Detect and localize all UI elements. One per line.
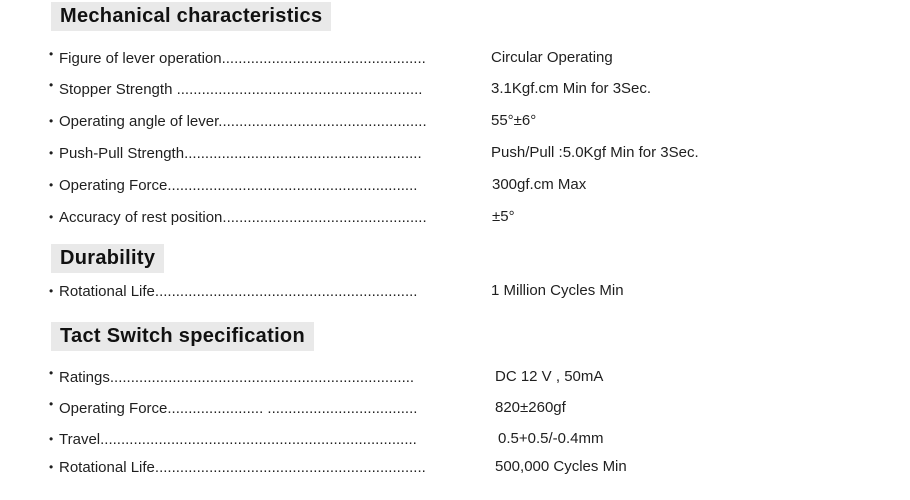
spec-value: 820±260gf xyxy=(495,399,566,416)
bullet-icon: • xyxy=(49,146,54,160)
bullet-icon: • xyxy=(49,114,54,128)
spec-value: ±5° xyxy=(492,208,515,225)
bullet-icon: • xyxy=(49,366,54,380)
spec-row-rest-position xyxy=(49,207,869,227)
spec-value: Push/Pull :5.0Kgf Min for 3Sec. xyxy=(491,144,699,161)
spec-row-lever-operation xyxy=(49,48,869,68)
section-title-mechanical: Mechanical characteristics xyxy=(51,2,331,31)
spec-label: Push-Pull Strength......................................................... xyxy=(59,144,422,162)
spec-row-rotational-life xyxy=(49,281,869,301)
spec-value: 3.1Kgf.cm Min for 3Sec. xyxy=(491,80,652,97)
bullet-icon: • xyxy=(49,432,54,446)
bullet-icon: • xyxy=(49,47,54,61)
spec-row-operating-angle xyxy=(49,111,869,131)
spec-value: Circular Operating xyxy=(491,49,613,66)
bullet-icon: • xyxy=(49,284,54,298)
spec-row-ratings xyxy=(49,367,869,387)
spec-value: DC 12 V , 50mA xyxy=(495,368,604,385)
spec-row-travel xyxy=(49,429,869,449)
spec-row-tact-rotational-life xyxy=(49,457,869,477)
spec-row-tact-operating-force xyxy=(49,398,869,418)
spec-label: Rotational Life............................................................... xyxy=(59,282,418,300)
spec-label: Ratings......................................................................... xyxy=(59,368,415,386)
bullet-icon: • xyxy=(49,178,54,192)
spec-label: Operating Force............................................................ xyxy=(59,176,418,194)
spec-row-stopper-strength xyxy=(49,79,869,99)
spec-row-push-pull xyxy=(49,143,869,163)
bullet-icon: • xyxy=(49,397,54,411)
section-title-durability: Durability xyxy=(51,244,164,273)
spec-label: Travel............................................................................ xyxy=(59,430,417,448)
spec-value: 500,000 Cycles Min xyxy=(495,458,627,475)
spec-value: 0.5+0.5/-0.4mm xyxy=(498,430,604,447)
spec-label: Figure of lever operation................................................. xyxy=(59,49,426,67)
spec-label: Accuracy of rest position................................................. xyxy=(59,208,427,226)
bullet-icon: • xyxy=(49,460,54,474)
spec-value: 55°±6° xyxy=(491,112,537,129)
spec-label: Stopper Strength ........................................................... xyxy=(59,80,423,98)
bullet-icon: • xyxy=(49,78,54,92)
bullet-icon: • xyxy=(49,210,54,224)
spec-label: Rotational Life................................................................. xyxy=(59,458,426,476)
section-title-tact-switch: Tact Switch specification xyxy=(51,322,314,351)
spec-value: 300gf.cm Max xyxy=(492,176,587,193)
spec-row-operating-force xyxy=(49,175,869,195)
spec-value: 1 Million Cycles Min xyxy=(491,282,624,299)
spec-label: Operating Force....................... .................................... xyxy=(59,399,418,417)
spec-label: Operating angle of lever.................................................. xyxy=(59,112,427,130)
